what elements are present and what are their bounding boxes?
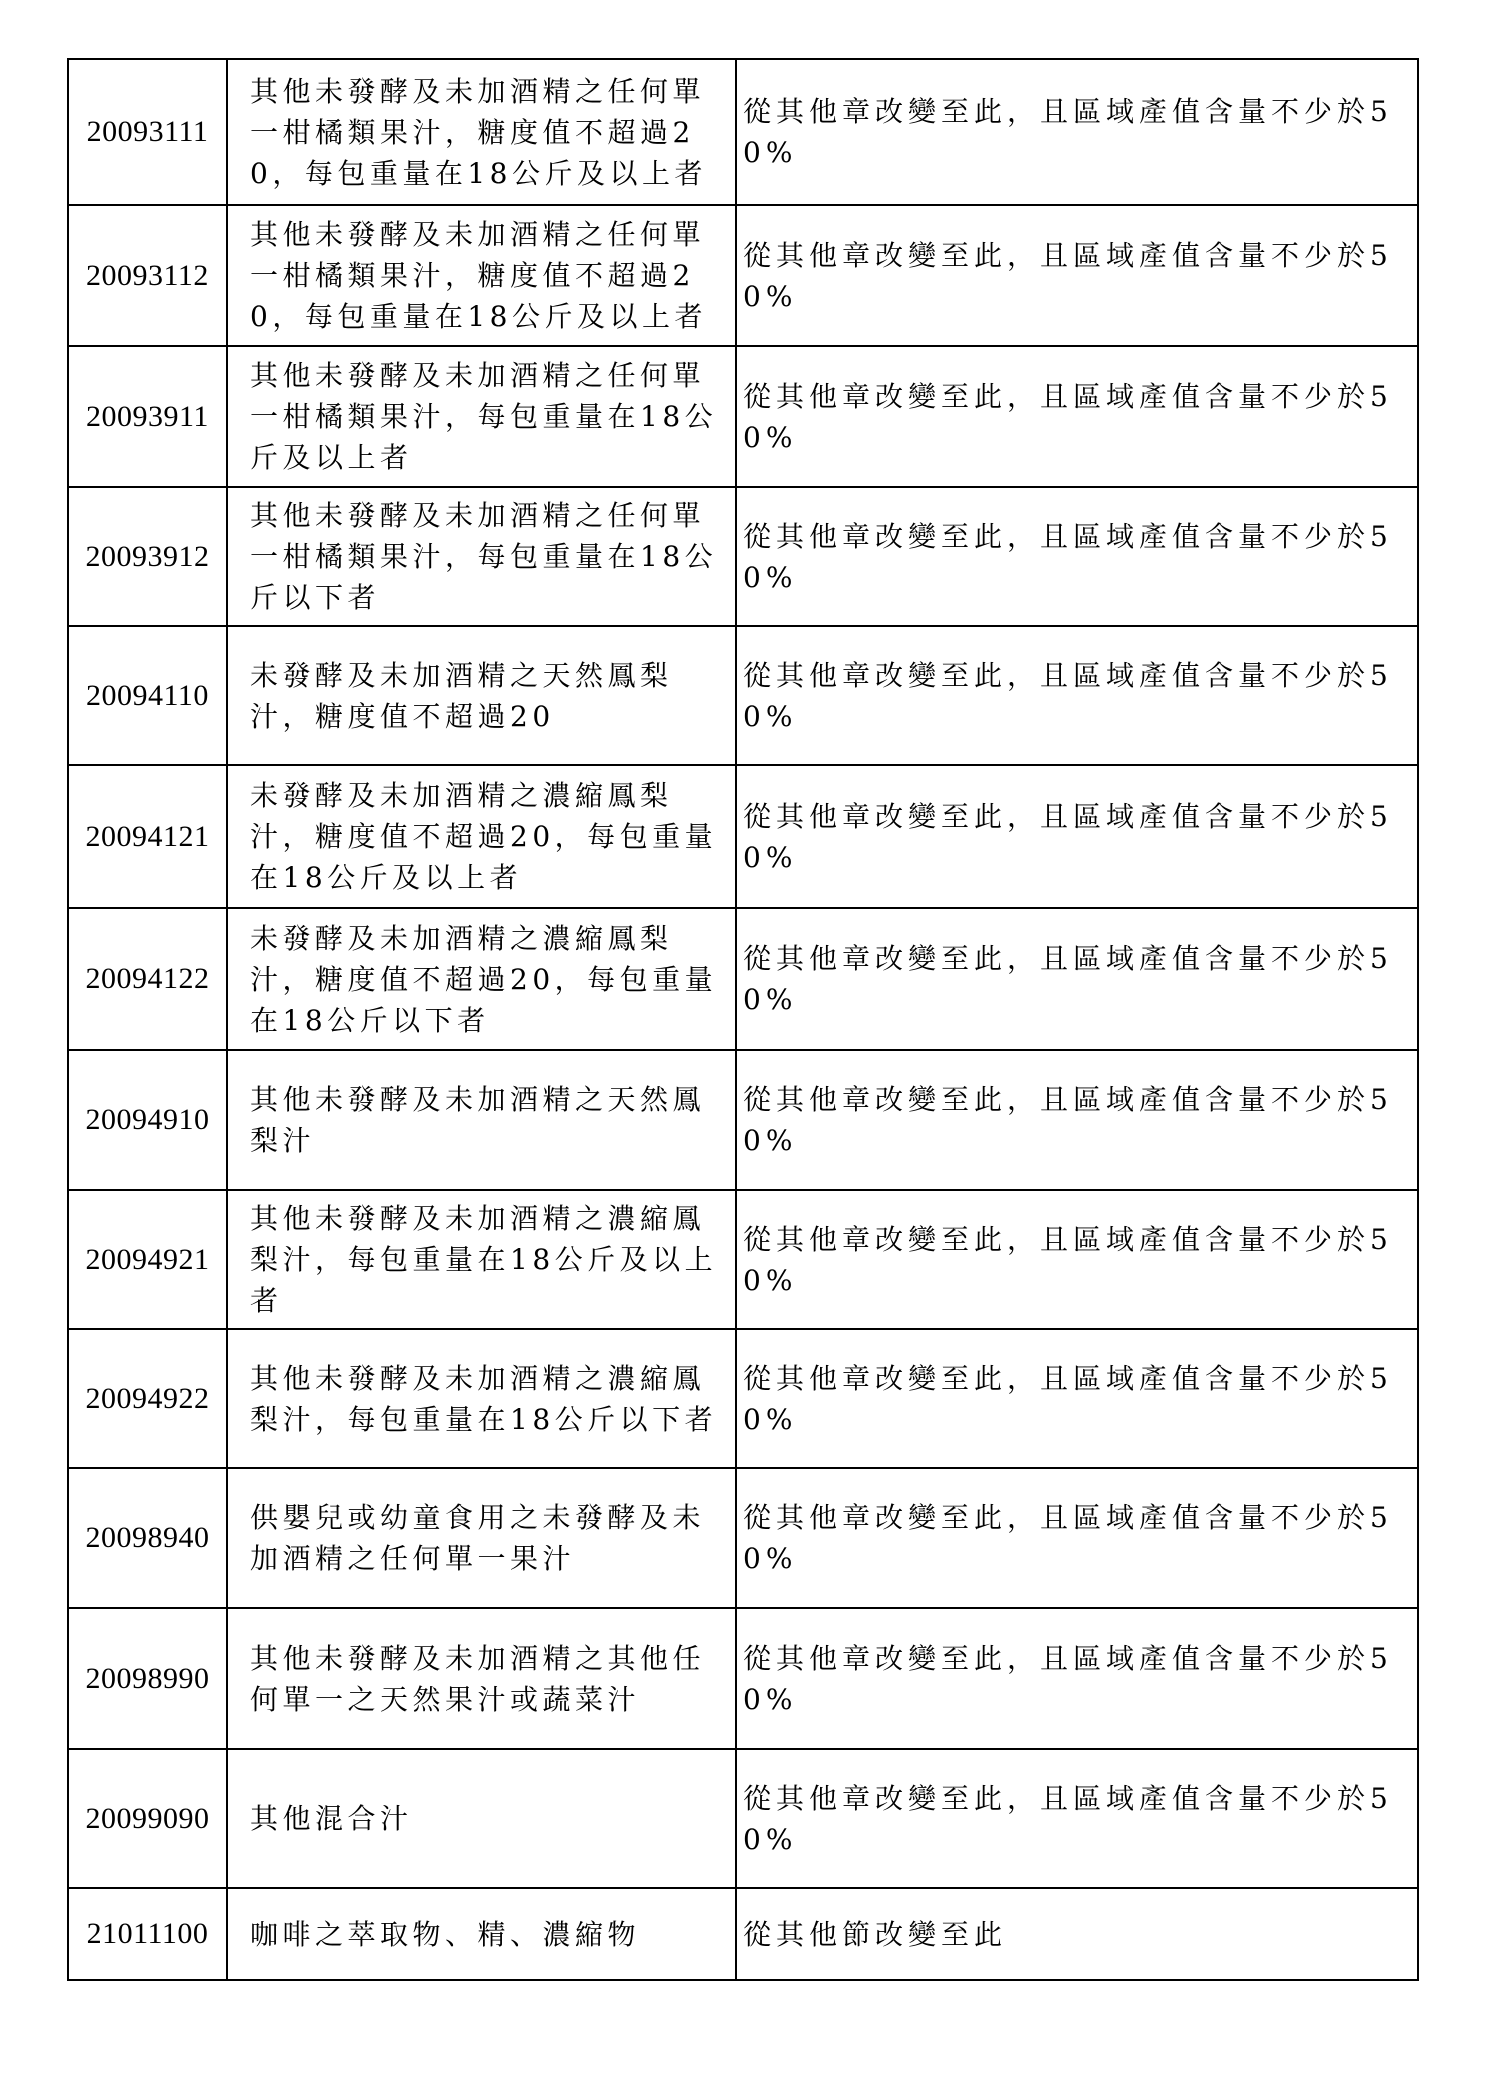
origin-rule-cell: 從其他章改變至此，且區域產值含量不少於50% — [736, 908, 1418, 1050]
product-description-cell: 其他未發酵及未加酒精之任何單一柑橘類果汁，每包重量在18公斤及以上者 — [227, 346, 736, 487]
origin-rule-cell: 從其他章改變至此，且區域產值含量不少於50% — [736, 1468, 1418, 1608]
origin-rule-cell: 從其他章改變至此，且區域產值含量不少於50% — [736, 765, 1418, 908]
table-row — [68, 626, 1418, 765]
table-row — [68, 1190, 1418, 1329]
table-row — [68, 205, 1418, 346]
table-row — [68, 59, 1418, 205]
product-description-cell: 未發酵及未加酒精之天然鳳梨汁，糖度值不超過20 — [227, 626, 736, 765]
tariff-rules-table — [67, 58, 1419, 1981]
origin-rule-cell: 從其他章改變至此，且區域產值含量不少於50% — [736, 346, 1418, 487]
tariff-code-cell: 20098990 — [68, 1608, 227, 1749]
origin-rule-cell: 從其他章改變至此，且區域產值含量不少於50% — [736, 1329, 1418, 1468]
tariff-code-cell: 20094922 — [68, 1329, 227, 1468]
origin-rule-cell: 從其他章改變至此，且區域產值含量不少於50% — [736, 1050, 1418, 1190]
tariff-code-cell: 20093111 — [68, 59, 227, 205]
product-description-cell: 未發酵及未加酒精之濃縮鳳梨汁，糖度值不超過20，每包重量在18公斤以下者 — [227, 908, 736, 1050]
product-description-cell: 其他未發酵及未加酒精之任何單一柑橘類果汁，糖度值不超過20，每包重量在18公斤及以上者 — [227, 59, 736, 205]
tariff-code-cell: 20098940 — [68, 1468, 227, 1608]
tariff-code-cell: 20094110 — [68, 626, 227, 765]
origin-rule-cell: 從其他章改變至此，且區域產值含量不少於50% — [736, 1608, 1418, 1749]
origin-rule-cell: 從其他章改變至此，且區域產值含量不少於50% — [736, 1749, 1418, 1888]
product-description-cell: 供嬰兒或幼童食用之未發酵及未加酒精之任何單一果汁 — [227, 1468, 736, 1608]
tariff-code-cell: 20093911 — [68, 346, 227, 487]
table-row — [68, 1329, 1418, 1468]
product-description-cell: 其他未發酵及未加酒精之任何單一柑橘類果汁，糖度值不超過20，每包重量在18公斤及以上者 — [227, 205, 736, 346]
table-row — [68, 1050, 1418, 1190]
product-description-cell: 未發酵及未加酒精之濃縮鳳梨汁，糖度值不超過20，每包重量在18公斤及以上者 — [227, 765, 736, 908]
origin-rule-cell: 從其他章改變至此，且區域產值含量不少於50% — [736, 1190, 1418, 1329]
tariff-code-cell: 20093112 — [68, 205, 227, 346]
table-row — [68, 1888, 1418, 1980]
product-description-cell: 其他未發酵及未加酒精之濃縮鳳梨汁，每包重量在18公斤及以上者 — [227, 1190, 736, 1329]
product-description-cell: 其他混合汁 — [227, 1749, 736, 1888]
table-row — [68, 1468, 1418, 1608]
product-description-cell: 其他未發酵及未加酒精之其他任何單一之天然果汁或蔬菜汁 — [227, 1608, 736, 1749]
origin-rule-cell: 從其他章改變至此，且區域產值含量不少於50% — [736, 626, 1418, 765]
table-row — [68, 1749, 1418, 1888]
tariff-code-cell: 20099090 — [68, 1749, 227, 1888]
tariff-code-cell: 20094921 — [68, 1190, 227, 1329]
product-description-cell: 其他未發酵及未加酒精之濃縮鳳梨汁，每包重量在18公斤以下者 — [227, 1329, 736, 1468]
table-row — [68, 1608, 1418, 1749]
table-row — [68, 765, 1418, 908]
product-description-cell: 其他未發酵及未加酒精之任何單一柑橘類果汁，每包重量在18公斤以下者 — [227, 487, 736, 626]
table-row — [68, 908, 1418, 1050]
table-row — [68, 346, 1418, 487]
origin-rule-cell: 從其他章改變至此，且區域產值含量不少於50% — [736, 59, 1418, 205]
origin-rule-cell: 從其他節改變至此 — [736, 1888, 1418, 1980]
origin-rule-cell: 從其他章改變至此，且區域產值含量不少於50% — [736, 487, 1418, 626]
tariff-code-cell: 20094121 — [68, 765, 227, 908]
tariff-code-cell: 20094910 — [68, 1050, 227, 1190]
table-row — [68, 487, 1418, 626]
tariff-code-cell: 21011100 — [68, 1888, 227, 1980]
product-description-cell: 其他未發酵及未加酒精之天然鳳梨汁 — [227, 1050, 736, 1190]
product-description-cell: 咖啡之萃取物、精、濃縮物 — [227, 1888, 736, 1980]
tariff-code-cell: 20094122 — [68, 908, 227, 1050]
tariff-code-cell: 20093912 — [68, 487, 227, 626]
origin-rule-cell: 從其他章改變至此，且區域產值含量不少於50% — [736, 205, 1418, 346]
